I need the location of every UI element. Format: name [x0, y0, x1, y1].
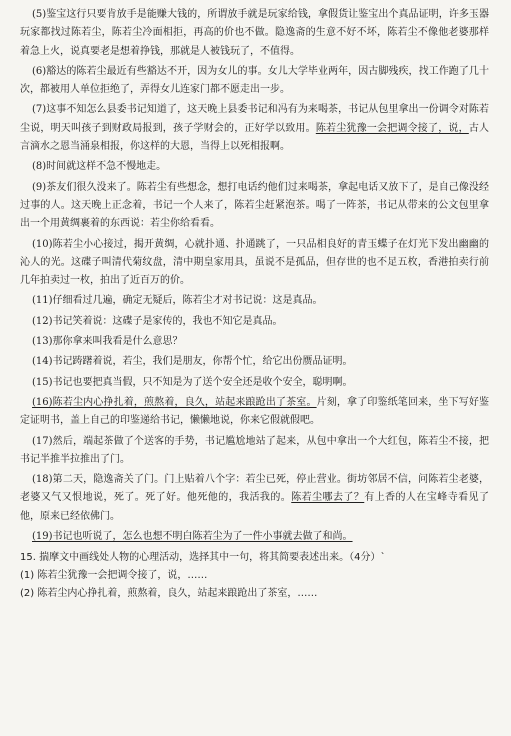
paragraph-6: [20, 63, 489, 100]
paragraph-text: (5)鉴宝这行只要肯放手是能赚大钱的，所谓放手就是玩家给钱，拿假货让鉴宝出个真品证明，许多玉器玩家都找过陈若尘，陈若尘冷面相拒，再高的价也不做。隐逸斋的生意不好不坏，陈若尘不像他老婆那样着急上火，说真要老是想着挣钱，那就是人被钱玩了，不值得。: [20, 9, 489, 57]
paragraph-text: 有上香的人在宝峰寺看见了他，原来已经依佛门。: [20, 492, 490, 522]
paragraph-text: (15)书记也要把真当假，只不知是为了送个安全还是收个安全，聪明啊。: [32, 376, 353, 388]
paragraph-text: (12)书记笑着说：这碟子是家传的，我也不知它是真品。: [32, 315, 283, 327]
underlined-sentence: 陈若尘犹豫一会把调令接了，说，: [315, 122, 469, 134]
underlined-sentence: (19)书记也听说了，怎么也想不明白陈若尘为了一件小事就去做了和尚。: [32, 531, 353, 543]
paragraph-text: (9)茶友们很久没来了。陈若尘有些想念，想打电话约他们过来喝茶，拿起电话又放下了，是自己像没经过事的人。这天晚上正念着，书记一个人来了，陈若尘赶紧泡茶。喝了一阵茶，书记从带来的公文包里拿出一个用黄绸裹着的东西说：若尘你给看看。: [20, 181, 489, 230]
paragraph-text: 片刻，拿了印鉴纸笔回来，坐下写好鉴定证明书，盖上自己的印鉴递给书记，懒懒地说，你来它假就假吧。: [20, 396, 490, 427]
underlined-sentence: 陈若尘哪去了？: [291, 492, 365, 504]
question-option-2: (2) 陈若尘内心挣扎着，煎熬着，良久，站起来踉跄出了茶室，……: [20, 588, 318, 600]
paragraph-11: [20, 292, 489, 310]
paragraph-text: (13)那你拿来叫我看是什么意思？: [32, 336, 183, 348]
paragraph-9: [20, 179, 489, 234]
paragraph-text: (7)这事不知怎么县委书记知道了，这天晚上县委书记和冯有为来喝茶，书记从包里拿出一份调令对陈若尘说，明天叫孩子到财政局报到，孩子学财会的，正好学以致用。: [20, 104, 489, 134]
paragraph-15: [20, 374, 489, 392]
paragraph-text: (18)第二天，隐逸斋关了门。门上贴着八个字：若尘已死，停止营业。街坊邻居不信，问陈若尘老婆，老婆又气又恨地说，死了。死了好。他死他的，我活我的。: [20, 474, 489, 504]
paragraph-text: (6)豁达的陈若尘最近有些豁达不开，因为女儿的事。女儿大学毕业两年，因古脚残疾，找工作跑了几十次，都被用人单位拒绝了，弄得女儿连家门都不愿走出一步。: [20, 65, 489, 96]
paragraph-10: [20, 236, 489, 291]
underlined-sentence: (16)陈若尘内心挣扎着，煎熬着，良久，站起来踉跄出了茶室。: [32, 396, 317, 408]
paragraph-17: [20, 433, 489, 470]
paragraph-text: (8)时间就这样不急不慢地走。: [32, 161, 167, 173]
paragraph-text: (14)书记踌躇着说，若尘，我们是朋友，你帮个忙，给它出份赝品证明。: [32, 356, 353, 368]
paragraph-text: 古人言滴水之恩当涌泉相报，你这样的大恩，当得上以死相报啊。: [20, 122, 490, 153]
paragraph-5: [20, 6, 489, 61]
paragraph-19: [20, 528, 489, 546]
paragraph-text: (10)陈若尘小心接过，揭开黄绸，心就扑通、扑通跳了，一只品相良好的青玉蝶子在灯光下发出幽幽的沁人的光。这碟子叫清代菊纹盘，清中期皇家用具，虽说不是孤品，但存世的也不足五枚，香港拍卖行前几年拍卖过一枚，拍出了近百万的价。: [20, 238, 489, 287]
paragraph-8: [20, 158, 489, 176]
paragraph-12: [20, 313, 489, 331]
paragraph-text: (17)然后，端起茶做了个送客的手势，书记尴尬地站了起来，从包中拿出一个大红包，陈若尘不接，把书记半推半拉推出了门。: [20, 435, 489, 465]
question-option-1: (1) 陈若尘犹豫一会把调令接了，说，……: [20, 570, 208, 582]
paragraph-16: [20, 394, 489, 431]
paragraph-7: [20, 101, 489, 156]
paragraph-14: [20, 353, 489, 371]
question-15: 15. 揣摩文中画线处人物的心理活动，选择其中一句，将其简要表述出来。（4分）`: [20, 552, 386, 564]
paragraph-text: (11)仔细看过几遍，确定无疑后，陈若尘才对书记说：这是真品。: [32, 295, 323, 307]
paragraph-13: [20, 333, 489, 351]
paragraph-18: [20, 471, 489, 526]
